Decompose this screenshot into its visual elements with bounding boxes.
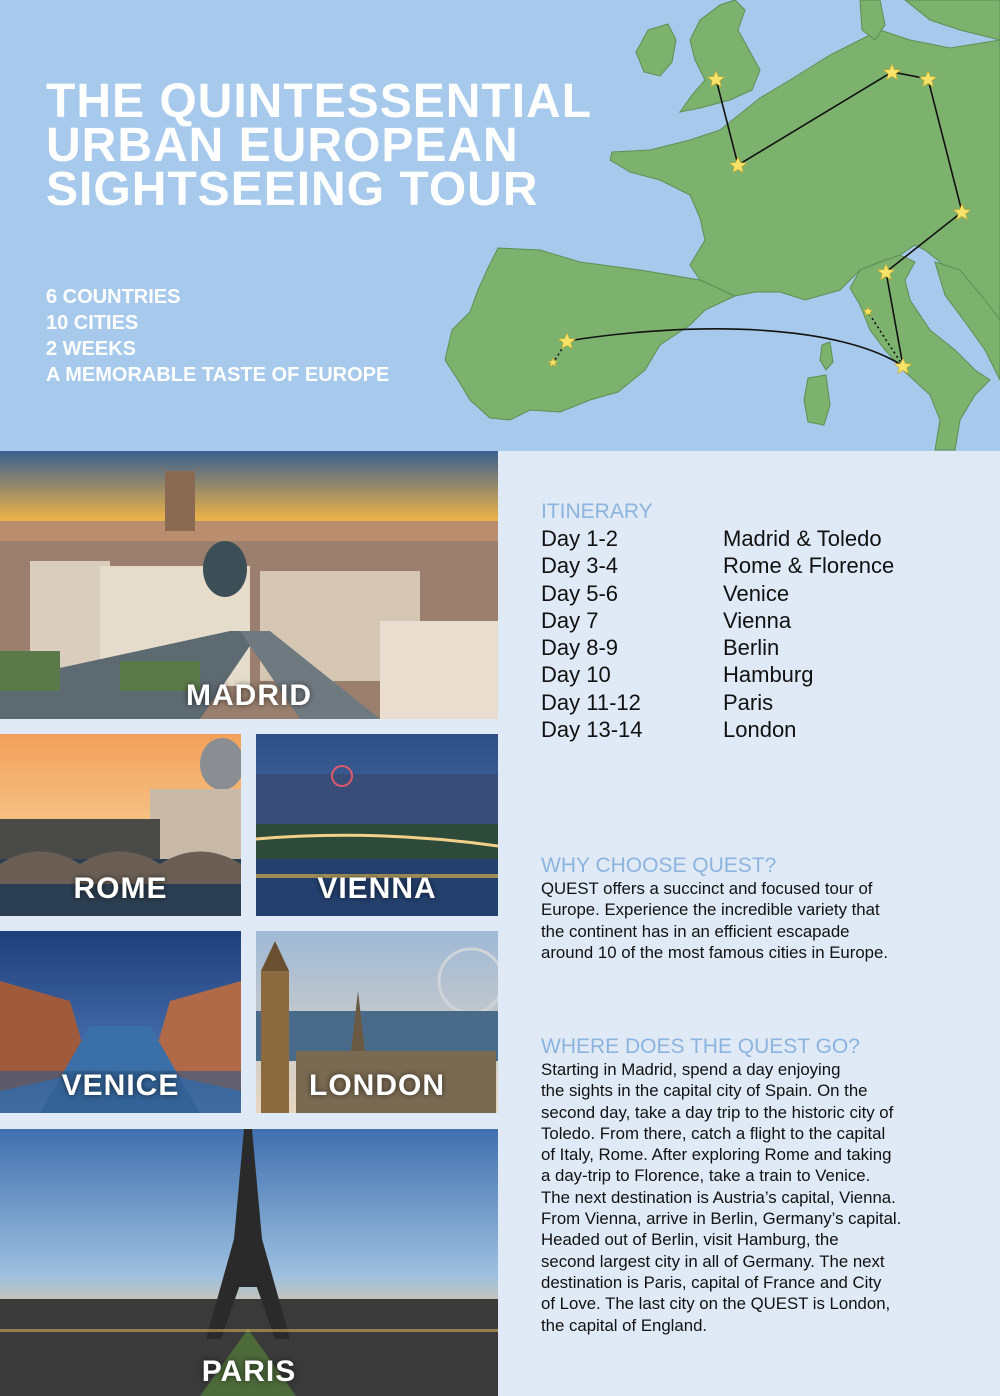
rome-label: ROME [73,872,168,905]
where-line: second largest city in all of Germany. The next [541,1251,885,1271]
why-line: QUEST offers a succinct and focused tour of [541,879,873,898]
itinerary-day: Day 7 [541,607,599,633]
itinerary-row [541,690,981,717]
itinerary-city: Paris [723,689,774,715]
where-line: a day-trip to Florence, take a train to Venice. [541,1166,871,1186]
title-line: THE QUINTESSENTIAL [46,75,593,128]
itinerary-row [541,553,981,580]
where-line: Headed out of Berlin, visit Hamburg, the [541,1230,839,1250]
paris-label: PARIS [201,1355,297,1388]
where-line: destination is Paris, capital of France and City [541,1272,882,1292]
vienna-photo [256,734,498,916]
itinerary-day: Day 1-2 [541,526,619,551]
london-label: LONDON [309,1069,445,1102]
itinerary-city: Hamburg [723,662,814,688]
info-panel [498,451,1000,1396]
rome-photo [0,734,241,916]
itinerary-day: Day 5-6 [541,580,619,606]
itinerary-city: Vienna [723,607,792,633]
venice-label: VENICE [61,1069,180,1102]
corsica-landmass [820,342,833,370]
itinerary-city: London [723,717,797,743]
stat-countries: 6 COUNTRIES [46,286,181,308]
where-line: Toledo. From there, catch a flight to the capital [541,1123,886,1143]
itinerary-day: Day 8-9 [541,635,619,661]
why-text [541,878,931,963]
itinerary-day: Day 3-4 [541,553,619,579]
iberia-landmass [445,248,735,420]
header-banner [0,0,1000,451]
itinerary-day: Day 11-12 [541,689,641,715]
paris-photo [0,1129,498,1396]
itinerary-city: Madrid & Toledo [723,526,882,551]
itinerary-row [541,526,981,553]
where-line: From Vienna, arrive in Berlin, Germany’s capital. [541,1209,902,1229]
why-line: Europe. Experience the incredible variety that [541,900,880,920]
why-line: the continent has in an efficient escapade [541,921,850,941]
where-text [541,1059,931,1336]
stat-tagline: A MEMORABLE TASTE OF EUROPE [46,364,390,386]
sardinia-landmass [804,375,830,425]
where-line: second day, take a day trip to the historic city of [541,1102,894,1122]
itinerary-city: Venice [723,580,790,606]
london-photo [256,931,498,1113]
where-line: of Italy, Rome. After exploring Rome and taking [541,1145,892,1165]
page-title [46,75,626,216]
why-heading: WHY CHOOSE QUEST? [541,854,777,877]
stat-duration: 2 WEEKS [46,338,137,360]
vienna-label: VIENNA [317,872,437,905]
itinerary-day: Day 13-14 [541,717,643,743]
title-line: URBAN EUROPEAN [46,119,519,172]
venice-photo [0,931,241,1113]
where-heading: WHERE DOES THE QUEST GO? [541,1035,860,1058]
why-line: around 10 of the most famous cities in Europe. [541,942,889,962]
stat-cities: 10 CITIES [46,312,139,334]
where-line: Starting in Madrid, spend a day enjoying [541,1060,841,1079]
where-line: the sights in the capital city of Spain. On the [541,1081,868,1101]
madrid-photo [0,451,498,719]
itinerary-heading: ITINERARY [541,500,653,523]
tour-stats [46,284,389,388]
itinerary-row [541,717,981,744]
title-line: SIGHTSEEING TOUR [46,163,539,216]
itinerary-row [541,608,981,635]
madrid-label: MADRID [186,679,312,712]
itinerary-row [541,662,981,689]
where-line: the capital of England. [541,1315,708,1335]
where-line: The next destination is Austria’s capital, Vienna. [541,1187,896,1207]
itinerary-row [541,581,981,608]
ireland-landmass [636,24,676,76]
itinerary-day: Day 10 [541,662,611,688]
itinerary-city: Berlin [723,635,780,661]
itinerary-city: Rome & Florence [723,553,895,579]
itinerary-list [541,526,981,744]
itinerary-row [541,635,981,662]
where-line: of Love. The last city on the QUEST is London, [541,1294,891,1314]
